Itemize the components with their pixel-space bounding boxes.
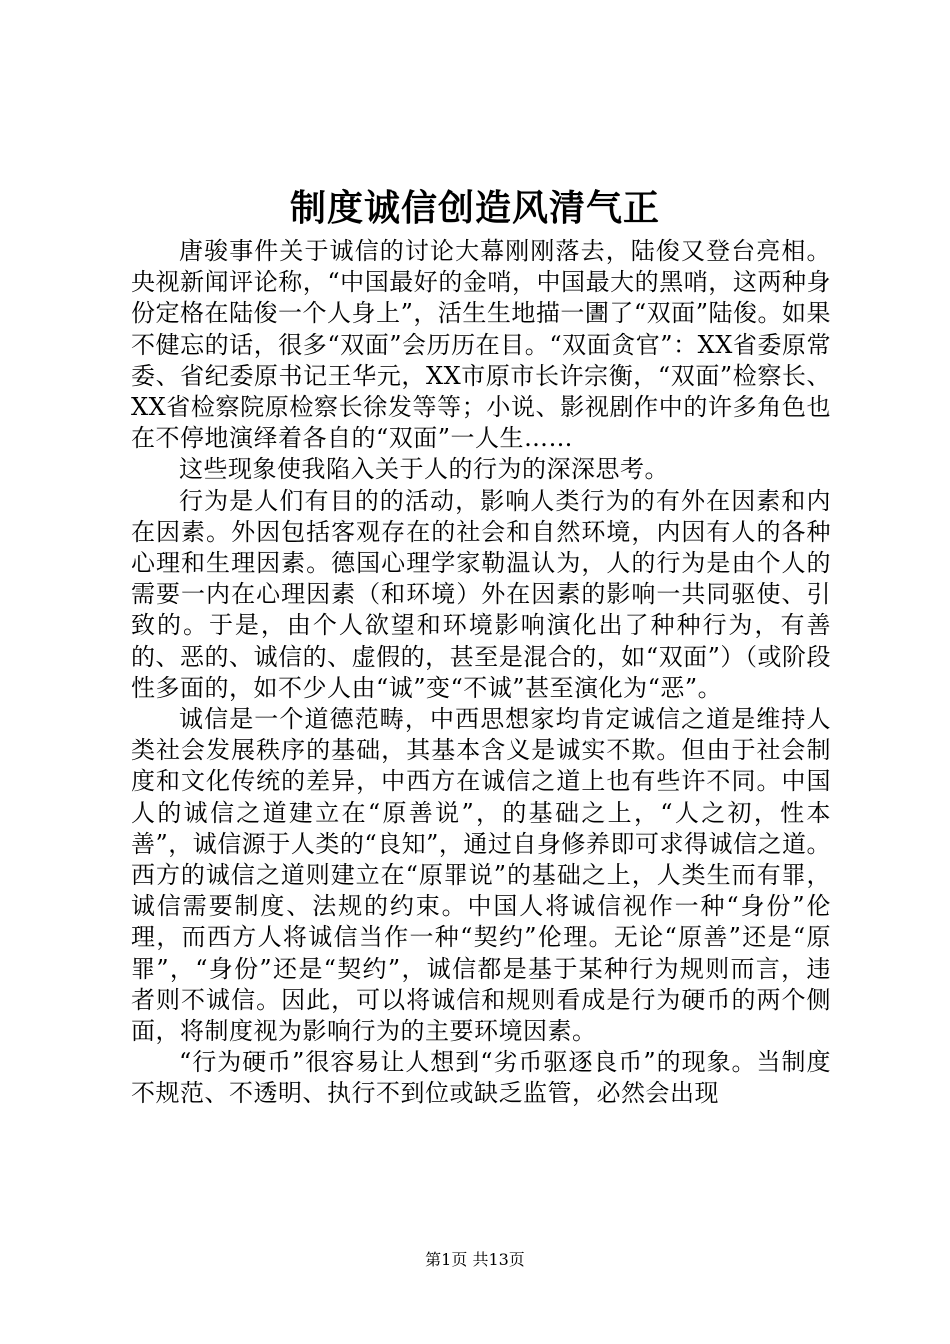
paragraph-5: “行为硬币”很容易让人想到“劣币驱逐良币”的现象。当制度不规范、不透明、执行不到位或缺乏监管，必然会出现 <box>131 1048 831 1108</box>
document-title: 制度诚信创造风清气正 <box>289 187 660 229</box>
paragraph-4: 诚信是一个道德范畴，中西思想家均肯定诚信之道是维持人类社会发展秩序的基础，其基本含义是诚实不欺。但由于社会制度和文化传统的差异，中西方在诚信之道上也有些许不同。中国人的诚信之道建立在“原善说”，的基础之上，“人之初，性本善”，诚信源于人类的“良知”，通过自身修养即可求得诚信之道。西方的诚信之道则建立在“原罪说”的基础之上，人类生而有罪，诚信需要制度、法规的约束。中国人将诚信视作一种“身份”伦理，而西方人将诚信当作一种“契约”伦理。无论“原善”还是“原罪”，“身份”还是“契约”，诚信都是基于某种行为规则而言，违者则不诚信。因此，可以将诚信和规则看成是行为硬币的两个侧面，将制度视为影响行为的主要环境因素。 <box>131 705 831 1046</box>
paragraph-1: 唐骏事件关于诚信的讨论大幕刚刚落去，陆俊又登台亮相。央视新闻评论称，“中国最好的金哨，中国最大的黑哨，这两种身份定格在陆俊一个人身上”，活生生地描一圕了“双面”陆俊。如果不健忘的话，很多“双面”会历历在目。“双面贪官”：XX省委原常委、省纪委原书记王华元，XX市原市长许宗衡，“双面”检察长、XX省检察院原检察长徐发等等；小说、影视剧作中的许多角色也在不停地演绎着各自的“双面”一人生…… <box>131 237 831 453</box>
paragraph-2: 这些现象使我陷入关于人的行为的深深思考。 <box>179 455 669 484</box>
paragraph-3: 行为是人们有目的的活动，影响人类行为的有外在因素和内在因素。外因包括客观存在的社会和自然环境，内因有人的各种心理和生理因素。德国心理学家勒温认为，人的行为是由个人的需要一内在心理因素（和环境）外在因素的影响一共同驱使、引致的。于是，由个人欲望和环境影响演化出了种种行为，有善的、恶的、诚信的、虚假的，甚至是混合的，如“双面”）（或阶段性多面的，如不少人由“诚”变“不诚”甚至演化为“恶”。 <box>131 486 831 702</box>
page-footer: 第1页 共13页 <box>425 1250 525 1269</box>
document-body <box>131 236 831 1110</box>
